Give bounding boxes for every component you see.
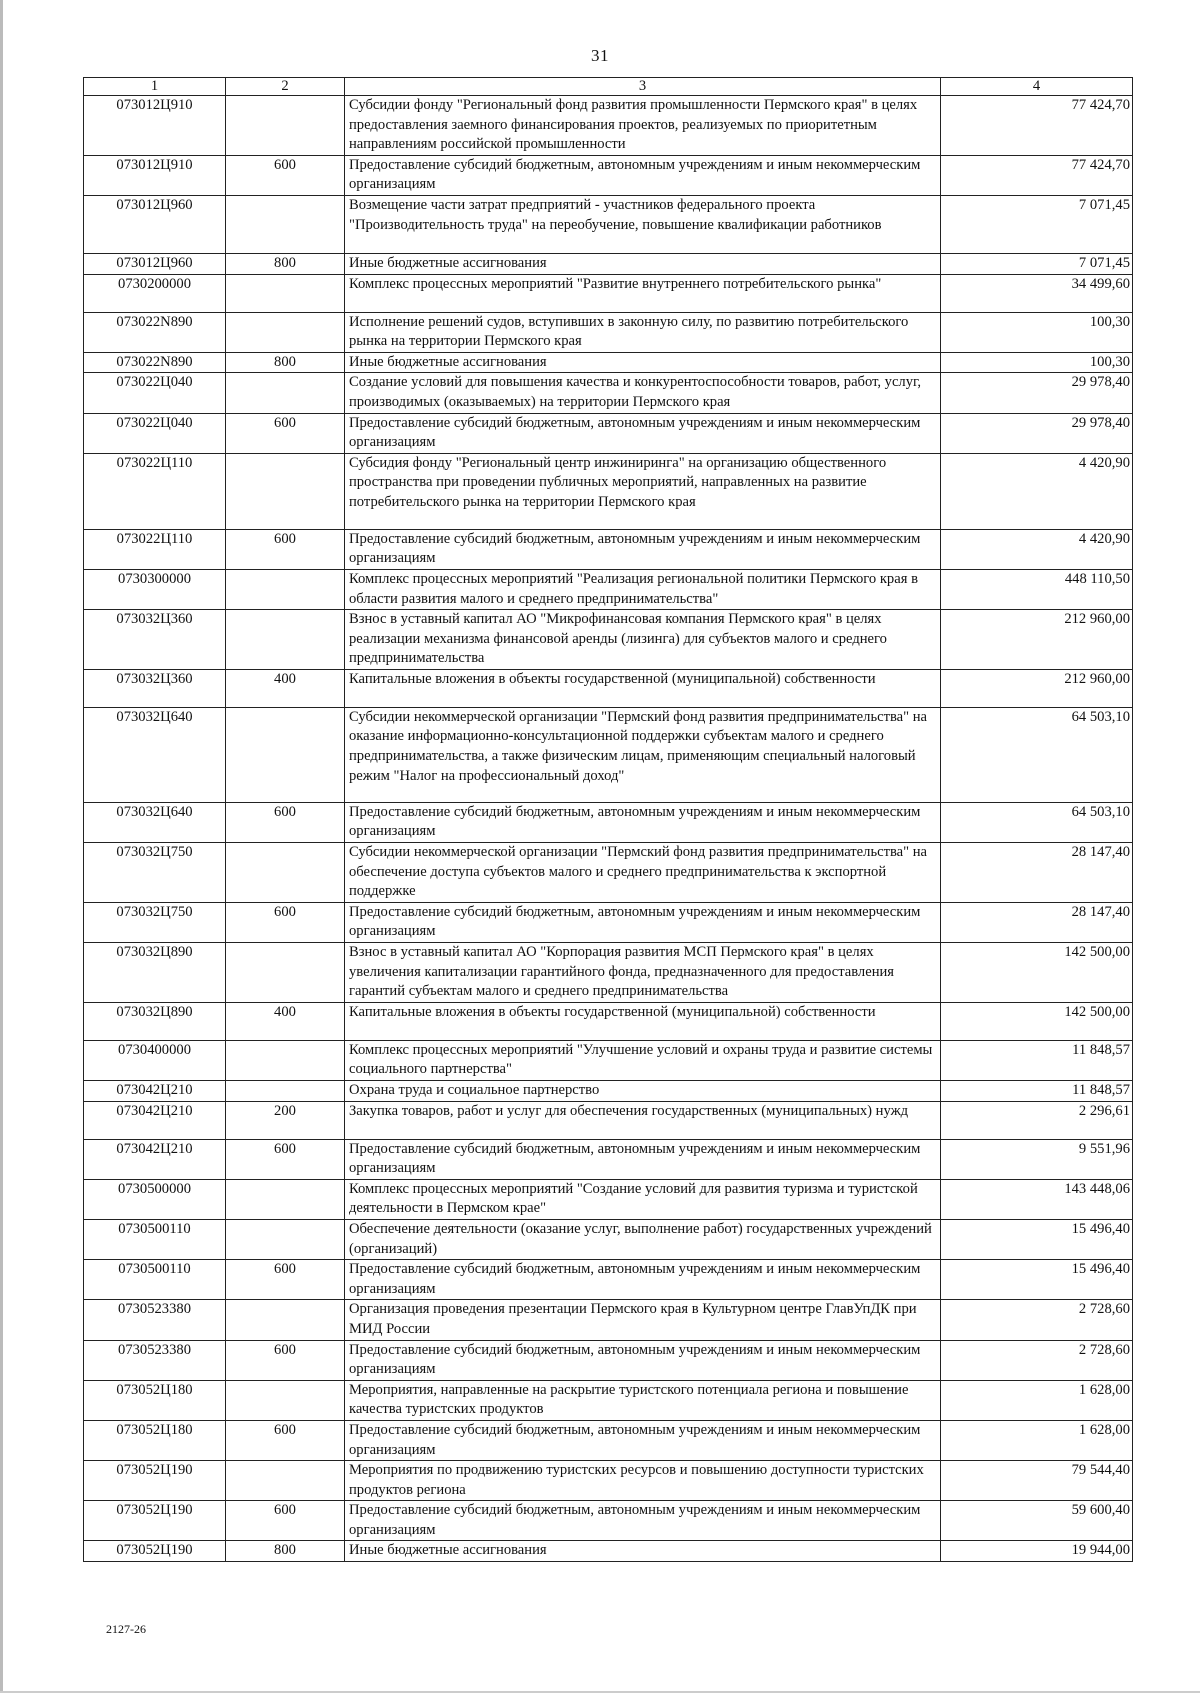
table-row: [84, 155, 1133, 195]
table-row: [84, 529, 1133, 569]
table-row: [84, 253, 1133, 274]
row-code-cell: 073032Ц890: [84, 1002, 226, 1040]
row-name-cell: Охрана труда и социальное партнерство: [345, 1081, 941, 1102]
table-row: [84, 1101, 1133, 1139]
row-sum-cell: 2 728,60: [941, 1340, 1133, 1380]
row-sum-cell: 64 503,10: [941, 707, 1133, 802]
row-name-cell: Комплекс процессных мероприятий "Реализация региональной политики Пермского края в области развития малого и среднего предпринимательства": [345, 569, 941, 609]
row-name-cell: Предоставление субсидий бюджетным, автономным учреждениям и иным некоммерческим организациям: [345, 1139, 941, 1179]
row-kvr-cell: [226, 843, 345, 903]
row-sum-cell: 1 628,00: [941, 1420, 1133, 1460]
table-row: [84, 1340, 1133, 1380]
row-sum-cell: 77 424,70: [941, 96, 1133, 156]
table-row: [84, 843, 1133, 903]
table-row: [84, 1179, 1133, 1219]
row-kvr-cell: [226, 569, 345, 609]
row-kvr-cell: [226, 1081, 345, 1102]
row-sum-cell: 9 551,96: [941, 1139, 1133, 1179]
row-code-cell: 073032Ц750: [84, 902, 226, 942]
row-code-cell: 073032Ц360: [84, 610, 226, 670]
row-sum-cell: 11 848,57: [941, 1081, 1133, 1102]
row-sum-cell: 4 420,90: [941, 453, 1133, 529]
row-name-cell: Взнос в уставный капитал АО "Микрофинансовая компания Пермского края" в целях реализации механизма финансовой аренды (лизинга) для субъектов малого и среднего предпринимательства: [345, 610, 941, 670]
row-code-cell: 073022Ц110: [84, 453, 226, 529]
row-sum-cell: 4 420,90: [941, 529, 1133, 569]
row-name-cell: Взнос в уставный капитал АО "Корпорация развития МСП Пермского края" в целях увеличения капитализации гарантийного фонда, предназначенного для предоставления гарантий субъектам малого и среднего предпринимательства: [345, 943, 941, 1003]
table-row: [84, 373, 1133, 413]
table-row: [84, 413, 1133, 453]
table-row: [84, 802, 1133, 842]
row-kvr-cell: [226, 274, 345, 312]
row-sum-cell: 15 496,40: [941, 1260, 1133, 1300]
row-code-cell: 073052Ц180: [84, 1380, 226, 1420]
table-row: [84, 707, 1133, 802]
row-sum-cell: 64 503,10: [941, 802, 1133, 842]
row-kvr-cell: 800: [226, 253, 345, 274]
row-code-cell: 0730523380: [84, 1300, 226, 1340]
document-footer-code: 2127-26: [106, 1622, 146, 1636]
row-code-cell: 0730523380: [84, 1340, 226, 1380]
table-row: [84, 1219, 1133, 1259]
header-col-3: 3: [345, 78, 941, 96]
row-sum-cell: 100,30: [941, 352, 1133, 373]
table-row: [84, 1461, 1133, 1501]
table-row: [84, 669, 1133, 707]
row-name-cell: Субсидии некоммерческой организации "Пермский фонд развития предпринимательства" на оказание информационно-консультационной поддержки субъектам малого и среднего предпринимательства, а также физическим лицам, применяющим специальный налоговый режим "Налог на профессиональный доход": [345, 707, 941, 802]
row-name-cell: Исполнение решений судов, вступивших в законную силу, по развитию потребительского рынка на территории Пермского края: [345, 312, 941, 352]
row-name-cell: Капитальные вложения в объекты государственной (муниципальной) собственности: [345, 669, 941, 707]
table-row: [84, 1541, 1133, 1562]
row-kvr-cell: [226, 707, 345, 802]
row-name-cell: Предоставление субсидий бюджетным, автономным учреждениям и иным некоммерческим организациям: [345, 155, 941, 195]
row-sum-cell: 212 960,00: [941, 669, 1133, 707]
header-col-2: 2: [226, 78, 345, 96]
row-code-cell: 073042Ц210: [84, 1139, 226, 1179]
table-row: [84, 274, 1133, 312]
row-sum-cell: 448 110,50: [941, 569, 1133, 609]
row-code-cell: 073052Ц190: [84, 1461, 226, 1501]
row-kvr-cell: 600: [226, 1340, 345, 1380]
row-name-cell: Капитальные вложения в объекты государственной (муниципальной) собственности: [345, 1002, 941, 1040]
table-row: [84, 96, 1133, 156]
row-kvr-cell: 600: [226, 1420, 345, 1460]
row-sum-cell: 28 147,40: [941, 843, 1133, 903]
row-kvr-cell: [226, 1461, 345, 1501]
row-code-cell: 0730500110: [84, 1219, 226, 1259]
row-sum-cell: 7 071,45: [941, 253, 1133, 274]
table-row: [84, 1300, 1133, 1340]
table-row: [84, 569, 1133, 609]
row-code-cell: 073032Ц640: [84, 802, 226, 842]
row-kvr-cell: 600: [226, 1501, 345, 1541]
row-name-cell: Комплекс процессных мероприятий "Улучшение условий и охраны труда и развитие системы социального партнерства": [345, 1040, 941, 1080]
row-sum-cell: 142 500,00: [941, 943, 1133, 1003]
table-row: [84, 1260, 1133, 1300]
row-kvr-cell: 600: [226, 1139, 345, 1179]
row-code-cell: 073012Ц910: [84, 155, 226, 195]
row-kvr-cell: 600: [226, 413, 345, 453]
row-name-cell: Субсидии фонду "Региональный фонд развития промышленности Пермского края" в целях предоставления заемного финансирования проектов, реализуемых по приоритетным направлениям российской промышленности: [345, 96, 941, 156]
page-number: 31: [591, 46, 609, 65]
row-name-cell: Мероприятия по продвижению туристских ресурсов и повышению доступности туристских продуктов региона: [345, 1461, 941, 1501]
table-row: [84, 1380, 1133, 1420]
row-name-cell: Комплекс процессных мероприятий "Развитие внутреннего потребительского рынка": [345, 274, 941, 312]
row-kvr-cell: 400: [226, 669, 345, 707]
row-code-cell: 073022N890: [84, 312, 226, 352]
row-name-cell: Предоставление субсидий бюджетным, автономным учреждениям и иным некоммерческим организациям: [345, 1340, 941, 1380]
row-sum-cell: 19 944,00: [941, 1541, 1133, 1562]
row-sum-cell: 212 960,00: [941, 610, 1133, 670]
scan-edge: [0, 0, 3, 1693]
row-code-cell: 0730400000: [84, 1040, 226, 1080]
row-name-cell: Возмещение части затрат предприятий - участников федерального проекта "Производительность труда" на переобучение, повышение квалификации работников: [345, 195, 941, 253]
row-code-cell: 073032Ц890: [84, 943, 226, 1003]
row-sum-cell: 59 600,40: [941, 1501, 1133, 1541]
row-name-cell: Предоставление субсидий бюджетным, автономным учреждениям и иным некоммерческим организациям: [345, 802, 941, 842]
table-row: [84, 1420, 1133, 1460]
row-name-cell: Предоставление субсидий бюджетным, автономным учреждениям и иным некоммерческим организациям: [345, 902, 941, 942]
table-row: [84, 1501, 1133, 1541]
row-kvr-cell: [226, 943, 345, 1003]
row-kvr-cell: [226, 195, 345, 253]
row-name-cell: Мероприятия, направленные на раскрытие туристского потенциала региона и повышение качества туристских продуктов: [345, 1380, 941, 1420]
row-kvr-cell: 600: [226, 155, 345, 195]
row-sum-cell: 2 728,60: [941, 1300, 1133, 1340]
row-name-cell: Предоставление субсидий бюджетным, автономным учреждениям и иным некоммерческим организациям: [345, 529, 941, 569]
row-name-cell: Комплекс процессных мероприятий "Создание условий для развития туризма и туристской деятельности в Пермском крае": [345, 1179, 941, 1219]
row-sum-cell: 11 848,57: [941, 1040, 1133, 1080]
row-kvr-cell: [226, 1300, 345, 1340]
row-sum-cell: 77 424,70: [941, 155, 1133, 195]
row-name-cell: Иные бюджетные ассигнования: [345, 352, 941, 373]
row-name-cell: Создание условий для повышения качества и конкурентоспособности товаров, работ, услуг, производимых (оказываемых) на территории Пермского края: [345, 373, 941, 413]
row-name-cell: Субсидия фонду "Региональный центр инжиниринга" на организацию общественного пространства при проведении публичных мероприятий, направленных на развитие потребительского рынка на территории Пермского края: [345, 453, 941, 529]
row-name-cell: Субсидии некоммерческой организации "Пермский фонд развития предпринимательства" на обеспечение доступа субъектов малого и среднего предпринимательства к экспортной поддержке: [345, 843, 941, 903]
budget-table: [83, 77, 1133, 1562]
row-name-cell: Закупка товаров, работ и услуг для обеспечения государственных (муниципальных) нужд: [345, 1101, 941, 1139]
row-sum-cell: 143 448,06: [941, 1179, 1133, 1219]
table-row: [84, 1040, 1133, 1080]
row-sum-cell: 142 500,00: [941, 1002, 1133, 1040]
table-row: [84, 453, 1133, 529]
row-kvr-cell: 600: [226, 529, 345, 569]
row-code-cell: 0730500110: [84, 1260, 226, 1300]
row-sum-cell: 7 071,45: [941, 195, 1133, 253]
row-sum-cell: 28 147,40: [941, 902, 1133, 942]
row-code-cell: 073012Ц960: [84, 253, 226, 274]
row-kvr-cell: 800: [226, 1541, 345, 1562]
table-body: [84, 96, 1133, 1562]
table-row: [84, 195, 1133, 253]
table-row: [84, 352, 1133, 373]
row-name-cell: Организация проведения презентации Пермского края в Культурном центре ГлавУпДК при МИД России: [345, 1300, 941, 1340]
row-kvr-cell: [226, 96, 345, 156]
row-code-cell: 073052Ц190: [84, 1501, 226, 1541]
row-code-cell: 073012Ц910: [84, 96, 226, 156]
row-kvr-cell: [226, 453, 345, 529]
table-row: [84, 1081, 1133, 1102]
row-sum-cell: 34 499,60: [941, 274, 1133, 312]
row-kvr-cell: 600: [226, 1260, 345, 1300]
row-sum-cell: 2 296,61: [941, 1101, 1133, 1139]
row-sum-cell: 1 628,00: [941, 1380, 1133, 1420]
table-row: [84, 610, 1133, 670]
table-row: [84, 943, 1133, 1003]
row-code-cell: 0730500000: [84, 1179, 226, 1219]
row-name-cell: Иные бюджетные ассигнования: [345, 253, 941, 274]
row-name-cell: Предоставление субсидий бюджетным, автономным учреждениям и иным некоммерческим организациям: [345, 413, 941, 453]
row-kvr-cell: [226, 1040, 345, 1080]
row-kvr-cell: 600: [226, 902, 345, 942]
row-kvr-cell: 200: [226, 1101, 345, 1139]
row-code-cell: 073022Ц040: [84, 413, 226, 453]
row-code-cell: 0730300000: [84, 569, 226, 609]
table-row: [84, 1139, 1133, 1179]
row-sum-cell: 79 544,40: [941, 1461, 1133, 1501]
row-kvr-cell: [226, 1219, 345, 1259]
header-row: [84, 78, 1133, 96]
row-name-cell: Предоставление субсидий бюджетным, автономным учреждениям и иным некоммерческим организациям: [345, 1420, 941, 1460]
row-kvr-cell: [226, 1179, 345, 1219]
row-name-cell: Иные бюджетные ассигнования: [345, 1541, 941, 1562]
row-code-cell: 073032Ц360: [84, 669, 226, 707]
row-kvr-cell: [226, 312, 345, 352]
row-kvr-cell: [226, 610, 345, 670]
table-row: [84, 1002, 1133, 1040]
row-sum-cell: 29 978,40: [941, 413, 1133, 453]
table-row: [84, 902, 1133, 942]
row-code-cell: 073032Ц750: [84, 843, 226, 903]
row-sum-cell: 15 496,40: [941, 1219, 1133, 1259]
row-code-cell: 073052Ц190: [84, 1541, 226, 1562]
row-name-cell: Предоставление субсидий бюджетным, автономным учреждениям и иным некоммерческим организациям: [345, 1501, 941, 1541]
row-kvr-cell: 400: [226, 1002, 345, 1040]
row-name-cell: Предоставление субсидий бюджетным, автономным учреждениям и иным некоммерческим организациям: [345, 1260, 941, 1300]
row-code-cell: 073022Ц110: [84, 529, 226, 569]
budget-table-wrapper: [83, 77, 1132, 1562]
row-code-cell: 073042Ц210: [84, 1081, 226, 1102]
row-code-cell: 073022Ц040: [84, 373, 226, 413]
row-name-cell: Обеспечение деятельности (оказание услуг, выполнение работ) государственных учреждений (организаций): [345, 1219, 941, 1259]
row-kvr-cell: [226, 373, 345, 413]
row-code-cell: 0730200000: [84, 274, 226, 312]
row-kvr-cell: 600: [226, 802, 345, 842]
row-sum-cell: 29 978,40: [941, 373, 1133, 413]
header-col-4: 4: [941, 78, 1133, 96]
row-kvr-cell: [226, 1380, 345, 1420]
row-code-cell: 073012Ц960: [84, 195, 226, 253]
table-row: [84, 312, 1133, 352]
row-code-cell: 073022N890: [84, 352, 226, 373]
row-kvr-cell: 800: [226, 352, 345, 373]
row-code-cell: 073052Ц180: [84, 1420, 226, 1460]
row-sum-cell: 100,30: [941, 312, 1133, 352]
row-code-cell: 073032Ц640: [84, 707, 226, 802]
header-col-1: 1: [84, 78, 226, 96]
row-code-cell: 073042Ц210: [84, 1101, 226, 1139]
